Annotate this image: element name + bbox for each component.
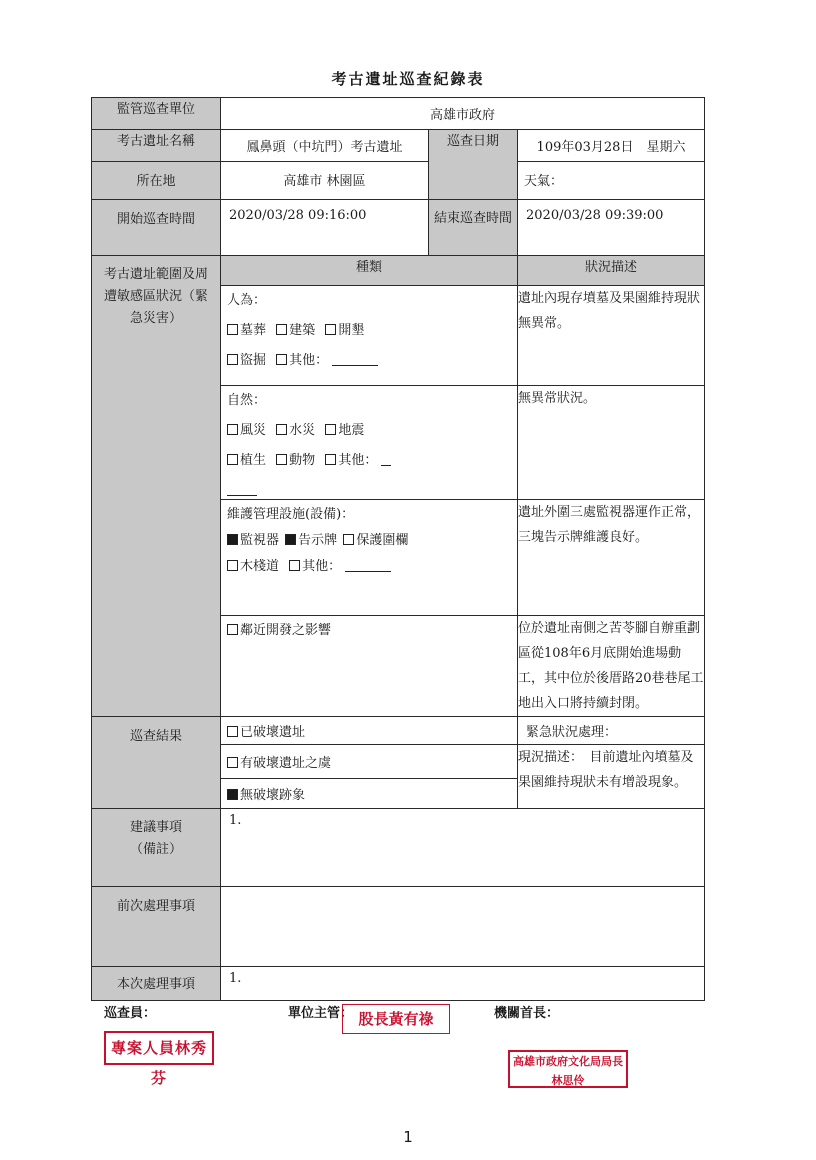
checkbox-risk[interactable] — [227, 757, 238, 768]
head-stamp: 高雄市政府文化局局長林思伶 — [508, 1050, 628, 1088]
previous-value — [221, 887, 705, 967]
checkbox-destroyed[interactable] — [227, 726, 238, 737]
status-label: 考古遺址範圍及周遭敏感區狀況（緊急災害） — [92, 256, 221, 717]
unit-value: 高雄市政府 — [221, 98, 705, 130]
checkbox-natural-other[interactable] — [325, 454, 336, 465]
description-column-header: 狀況描述 — [518, 256, 705, 286]
location-label: 所在地 — [92, 162, 221, 200]
checkbox-vegetation[interactable] — [227, 454, 238, 465]
checkbox-wind[interactable] — [227, 424, 238, 435]
emergency-label: 緊急狀況處理： — [518, 717, 705, 745]
inspector-label: 巡查員： — [104, 1006, 157, 1021]
natural-title: 自然： — [227, 393, 267, 408]
checkbox-nearby-development[interactable] — [227, 624, 238, 635]
natural-options-row2: 植生 動物 其他： — [221, 446, 517, 476]
result-option-destroyed: 已破壞遺址 — [240, 725, 306, 740]
facility-options-row2: 木棧道 其他： — [221, 552, 517, 584]
current-handle-label: 本次處理事項 — [92, 967, 221, 1001]
site-name-label: 考古遺址名稱 — [92, 130, 221, 162]
result-option-risk: 有破壞遺址之虞 — [240, 756, 332, 771]
unit-label: 監管巡查單位 — [92, 98, 221, 130]
head-label: 機關首長： — [494, 1006, 560, 1021]
suggestion-label: 建議事項（備註） — [92, 809, 221, 887]
inspection-form-table — [91, 97, 705, 1001]
human-options-row1: 墓葬 建築 開墾 — [221, 316, 517, 346]
start-time-label: 開始巡查時間 — [92, 200, 221, 256]
checkbox-reclaim[interactable] — [325, 324, 336, 335]
result-label: 巡查結果 — [92, 717, 221, 809]
natural-options-row1: 風災 水災 地震 — [221, 416, 517, 446]
date-label: 巡查日期 — [429, 130, 518, 200]
checkbox-fence[interactable] — [343, 534, 354, 545]
human-cell — [221, 286, 518, 386]
checkbox-facility-other[interactable] — [289, 560, 300, 571]
natural-description: 無異常狀況。 — [518, 386, 705, 500]
facility-title: 維護管理設施(設備)： — [227, 507, 355, 522]
result-option-no-damage: 無破壞跡象 — [240, 788, 306, 803]
form-title: 考古遺址巡查紀錄表 — [331, 70, 485, 88]
weather-label: 天氣： — [518, 162, 705, 200]
previous-label: 前次處理事項 — [92, 887, 221, 967]
site-name-value: 鳳鼻頭（中坑門）考古遺址 — [221, 130, 429, 162]
checkbox-earthquake[interactable] — [325, 424, 336, 435]
facility-cell — [221, 500, 518, 616]
current-handle-value: 1. — [221, 967, 705, 1001]
page-number: 1 — [403, 1128, 413, 1146]
current-status-description: 現況描述： 目前遺址內墳墓及果園維持現狀未有增設現象。 — [518, 745, 705, 809]
nearby-description: 位於遺址南側之苦苓腳自辦重劃區從108年6月底開始進場動工，其中位於後厝路20巷巷尾工地出入口將持續封閉。 — [518, 616, 705, 717]
date-value: 109年03月28日 星期六 — [518, 130, 705, 162]
checkbox-burial[interactable] — [227, 324, 238, 335]
checkbox-flood[interactable] — [276, 424, 287, 435]
end-time-value: 2020/03/28 09:39:00 — [518, 200, 705, 256]
checkbox-boardwalk[interactable] — [227, 560, 238, 571]
type-column-header: 種類 — [221, 256, 518, 286]
supervisor-stamp: 股長黃有祿 — [342, 1004, 450, 1034]
facility-description: 遺址外圍三處監視器運作正常，三塊告示牌維護良好。 — [518, 500, 705, 616]
checkbox-signboard[interactable] — [285, 534, 296, 545]
end-time-label: 結束巡查時間 — [429, 200, 518, 256]
checkbox-building[interactable] — [276, 324, 287, 335]
human-description: 遺址內現存墳墓及果園維持現狀無異常。 — [518, 286, 705, 386]
checkbox-no-damage[interactable] — [227, 789, 238, 800]
start-time-value: 2020/03/28 09:16:00 — [221, 200, 429, 256]
human-options-row2: 盜掘 其他： — [221, 346, 517, 376]
checkbox-human-other[interactable] — [276, 354, 287, 365]
checkbox-looting[interactable] — [227, 354, 238, 365]
location-value: 高雄市 林園區 — [221, 162, 429, 200]
supervisor-label: 單位主管： — [288, 1006, 354, 1021]
suggestion-value: 1. — [221, 809, 705, 887]
nearby-cell — [221, 616, 518, 717]
nearby-label: 鄰近開發之影響 — [240, 623, 332, 638]
checkbox-monitor[interactable] — [227, 534, 238, 545]
natural-cell — [221, 386, 518, 500]
checkbox-animal[interactable] — [276, 454, 287, 465]
facility-options-row1: 監視器 告示牌 保護圍欄 — [221, 530, 517, 552]
human-title: 人為： — [227, 293, 267, 308]
inspector-stamp: 專案人員林秀芬 — [104, 1031, 214, 1065]
